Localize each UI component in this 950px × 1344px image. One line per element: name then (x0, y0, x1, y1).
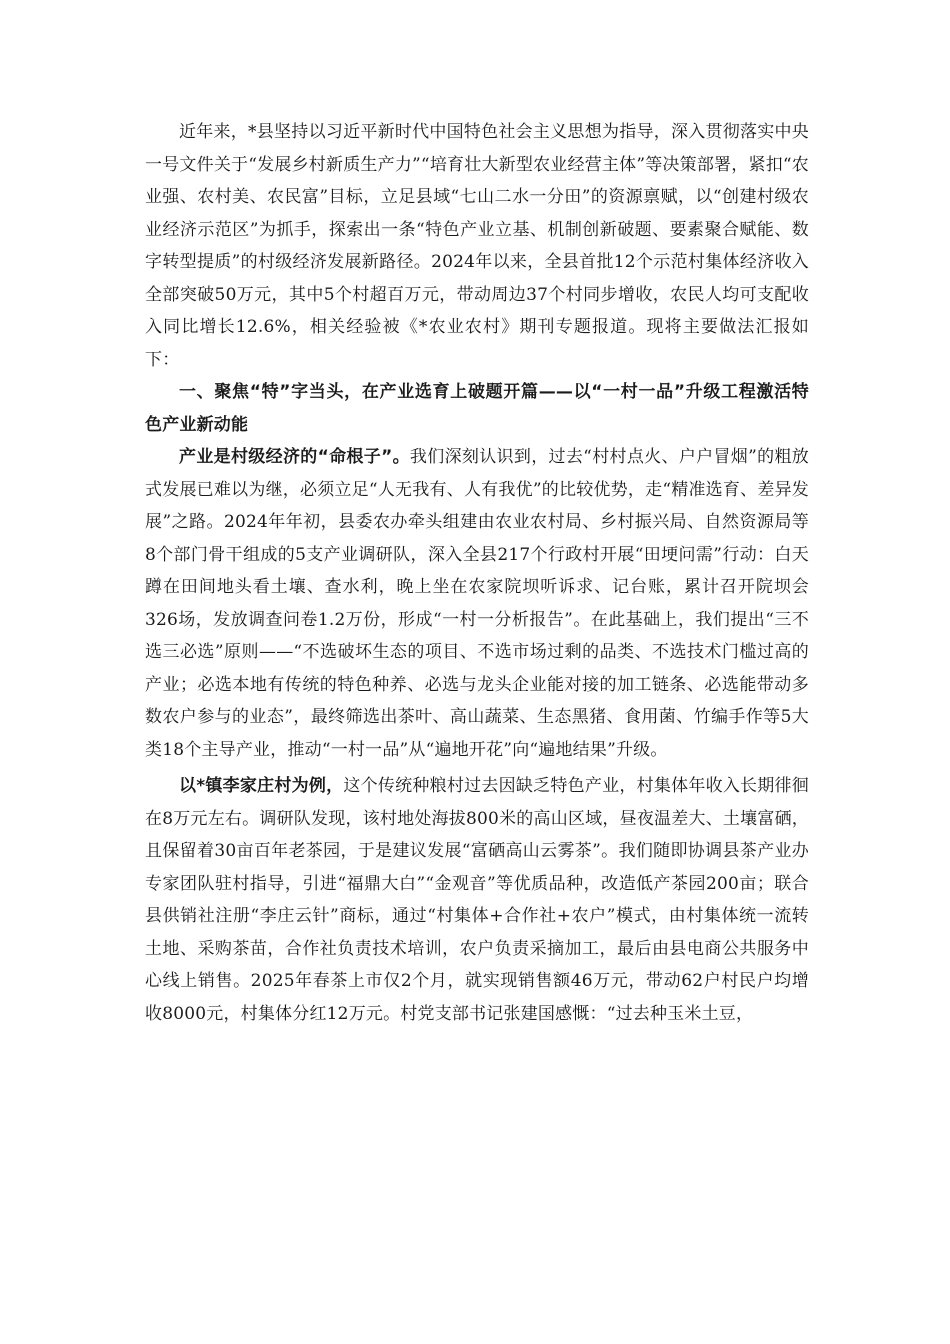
paragraph-body: 这个传统种粮村过去因缺乏特色产业，村集体年收入长期徘徊在8万元左右。调研队发现，该村地处海拔800米的高山区域，昼夜温差大、土壤富硒，且保留着30亩百年老茶园，于是建议发展“富硒高山云雾茶”。我们随即协调县茶产业办专家团队驻村指导，引进“福鼎大白”“金观音”等优质品种，改造低产茶园200亩；联合县供销社注册“李庄云针”商标，通过“村集体+合作社+农户”模式，由村集体统一流转土地、采购茶苗，合作社负责技术培训，农户负责采摘加工，最后由县电商公共服务中心线上销售。2025年春茶上市仅2个月，就实现销售额46万元，带动62户村民户均增收8000元，村集体分红12万元。村党支部书记张建国感慨：“过去种玉米土豆， (145, 776, 810, 1024)
body-paragraph (145, 770, 809, 1030)
paragraph-lead: 以*镇李家庄村为例， (179, 776, 344, 796)
intro-paragraph: 近年来，*县坚持以习近平新时代中国特色社会主义思想为指导，深入贯彻落实中央一号文件关于“发展乡村新质生产力”“培育壮大新型农业经营主体”等决策部署，紧扣“农业强、农村美、农民富”目标，立足县域“七山二水一分田”的资源禀赋，以“创建村级农业经济示范区”为抓手，探索出一条“特色产业立基、机制创新破题、要素聚合赋能、数字转型提质”的村级经济发展新路径。2024年以来，全县首批12个示范村集体经济收入全部突破50万元，其中5个村超百万元，带动周边37个村同步增收，农民人均可支配收入同比增长12.6%，相关经验被《*农业农村》期刊专题报道。现将主要做法汇报如下： (145, 122, 809, 370)
document-page (145, 116, 809, 1030)
body-paragraph (145, 441, 809, 766)
section-heading: 一、聚焦“特”字当头，在产业选育上破题开篇——以“一村一品”升级工程激活特色产业新动能 (145, 382, 809, 435)
paragraph-lead: 产业是村级经济的“命根子”。 (179, 447, 410, 467)
paragraph-body: 我们深刻认识到，过去“村村点火、户户冒烟”的粗放式发展已难以为继，必须立足“人无我有、人有我优”的比较优势，走“精准选育、差异发展”之路。2024年年初，县委农办牵头组建由农业农村局、乡村振兴局、自然资源局等8个部门骨干组成的5支产业调研队，深入全县217个行政村开展“田埂问需”行动：白天蹲在田间地头看土壤、查水利，晚上坐在农家院坝听诉求、记台账，累计召开院坝会326场，发放调查问卷1.2万份，形成“一村一分析报告”。在此基础上，我们提出“三不选三必选”原则——“不选破坏生态的项目、不选市场过剩的品类、不选技术门槛过高的产业；必选本地有传统的特色种养、必选与龙头企业能对接的加工链条、必选能带动多数农户参与的业态”，最终筛选出茶叶、高山蔬菜、生态黑猪、食用菌、竹编手作等5大类18个主导产业，推动“一村一品”从“遍地开花”向“遍地结果”升级。 (145, 447, 809, 760)
